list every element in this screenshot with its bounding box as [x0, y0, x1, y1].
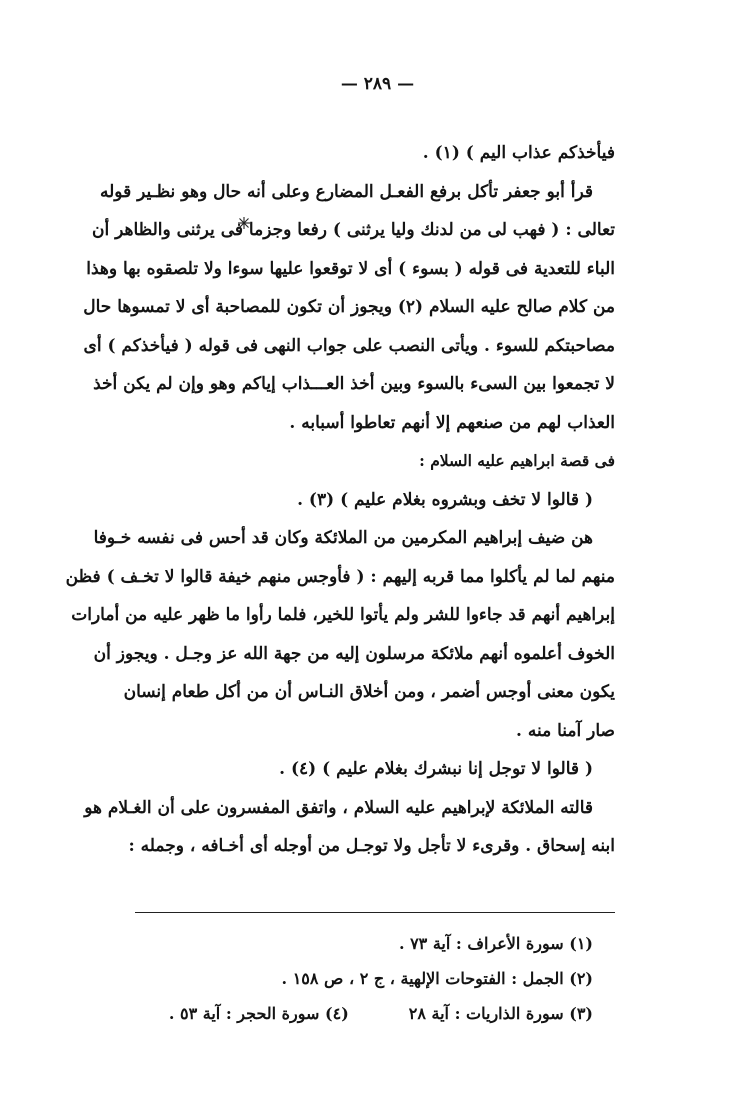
text-line: صار آمنا منه . — [516, 720, 615, 741]
text-line: العذاب لهم من صنعهم إلا أنهم تعاطوا أسبابه . — [289, 412, 615, 433]
footnote-1: (١) سورة الأعراف : آية ٧٣ . — [398, 934, 593, 953]
text-line: تعالى : ( فهب لى من لدنك وليا يرثنى ) رفعا وجزما فى يرثنى والظاهر أن — [92, 220, 615, 240]
footnotes — [135, 926, 615, 1031]
text-line: لا تجمعوا بين السىء بالسوء وبين أخذ العـــذاب إياكم وهو وإن لم يكن أخذ — [93, 374, 615, 394]
footnote-4: (٤) سورة الحجر : آية ٥٣ . — [168, 1004, 349, 1023]
text-line: ابنه إسحاق . وقرىء لا تأجل ولا توجـل من أوجله أى أخـافه ، وجمله : — [128, 836, 615, 856]
text-line: يكون معنى أوجس أضمر ، ومن أخلاق النـاس أن من أكل طعام إنسان — [123, 682, 615, 702]
text-line: قرأ أبو جعفر تأكل برفع الفعـل المضارع وعلى أنه حال وهو نظـير قوله — [100, 181, 593, 202]
verse-line: ( قالوا لا توجل إنا نبشرك بغلام عليم ) (٤) . — [279, 759, 593, 779]
text-line: هن ضيف إبراهيم المكرمين من الملائكة وكان قد أحس فى نفسه خـوفا — [93, 528, 593, 548]
section-heading: فى قصة ابراهيم عليه السلام : — [419, 451, 615, 470]
text-line: الخوف أعلموه أنهم ملائكة مرسلون إليه من جهة الله عز وجـل . ويجوز أن — [93, 643, 615, 664]
text-line: مصاحبتكم للسوء . ويأتى النصب على جواب النهى فى قوله ( فيأخذكم ) أى — [83, 335, 615, 356]
body-text — [65, 134, 615, 866]
text-line: قالته الملائكة لإبراهيم عليه السلام ، واتفق المفسرون على أن الغـلام هو — [84, 797, 593, 818]
text-line: فيأخذكم عذاب اليم ) (١) . — [422, 143, 615, 163]
footnote-3: (٣) سورة الذاريات : آية ٢٨ — [408, 1004, 593, 1023]
verse-line: ( قالوا لا تخف وبشروه بغلام عليم ) (٣) . — [297, 489, 593, 510]
footnote-2: (٢) الجمل : الفتوحات الإلهية ، ج ٢ ، ص ١٥٨ . — [281, 969, 593, 988]
footnote-row — [135, 996, 615, 1031]
text-line: إبراهيم أنهم قد جاءوا للشر ولم يأتوا للخير، فلما رأوا ما ظهر عليه من أمارات — [71, 605, 615, 625]
text-line: الباء للتعدية فى قوله ( بسوء ) أى لا توقعوا عليها سوءا ولا تلصقوه بها وهذا — [86, 258, 615, 279]
footnote-divider — [135, 912, 615, 913]
text-line: من كلام صالح عليه السلام (٢) ويجوز أن تكون للمصاحبة أى لا تمسوها حال — [83, 297, 615, 317]
page-number: — ٢٨٩ — — [340, 74, 415, 94]
text-line: منهم لما لم يأكلوا مما قربه إليهم : ( فأوجس منهم خيفة قالوا لا تخـف ) فظن — [65, 566, 615, 587]
